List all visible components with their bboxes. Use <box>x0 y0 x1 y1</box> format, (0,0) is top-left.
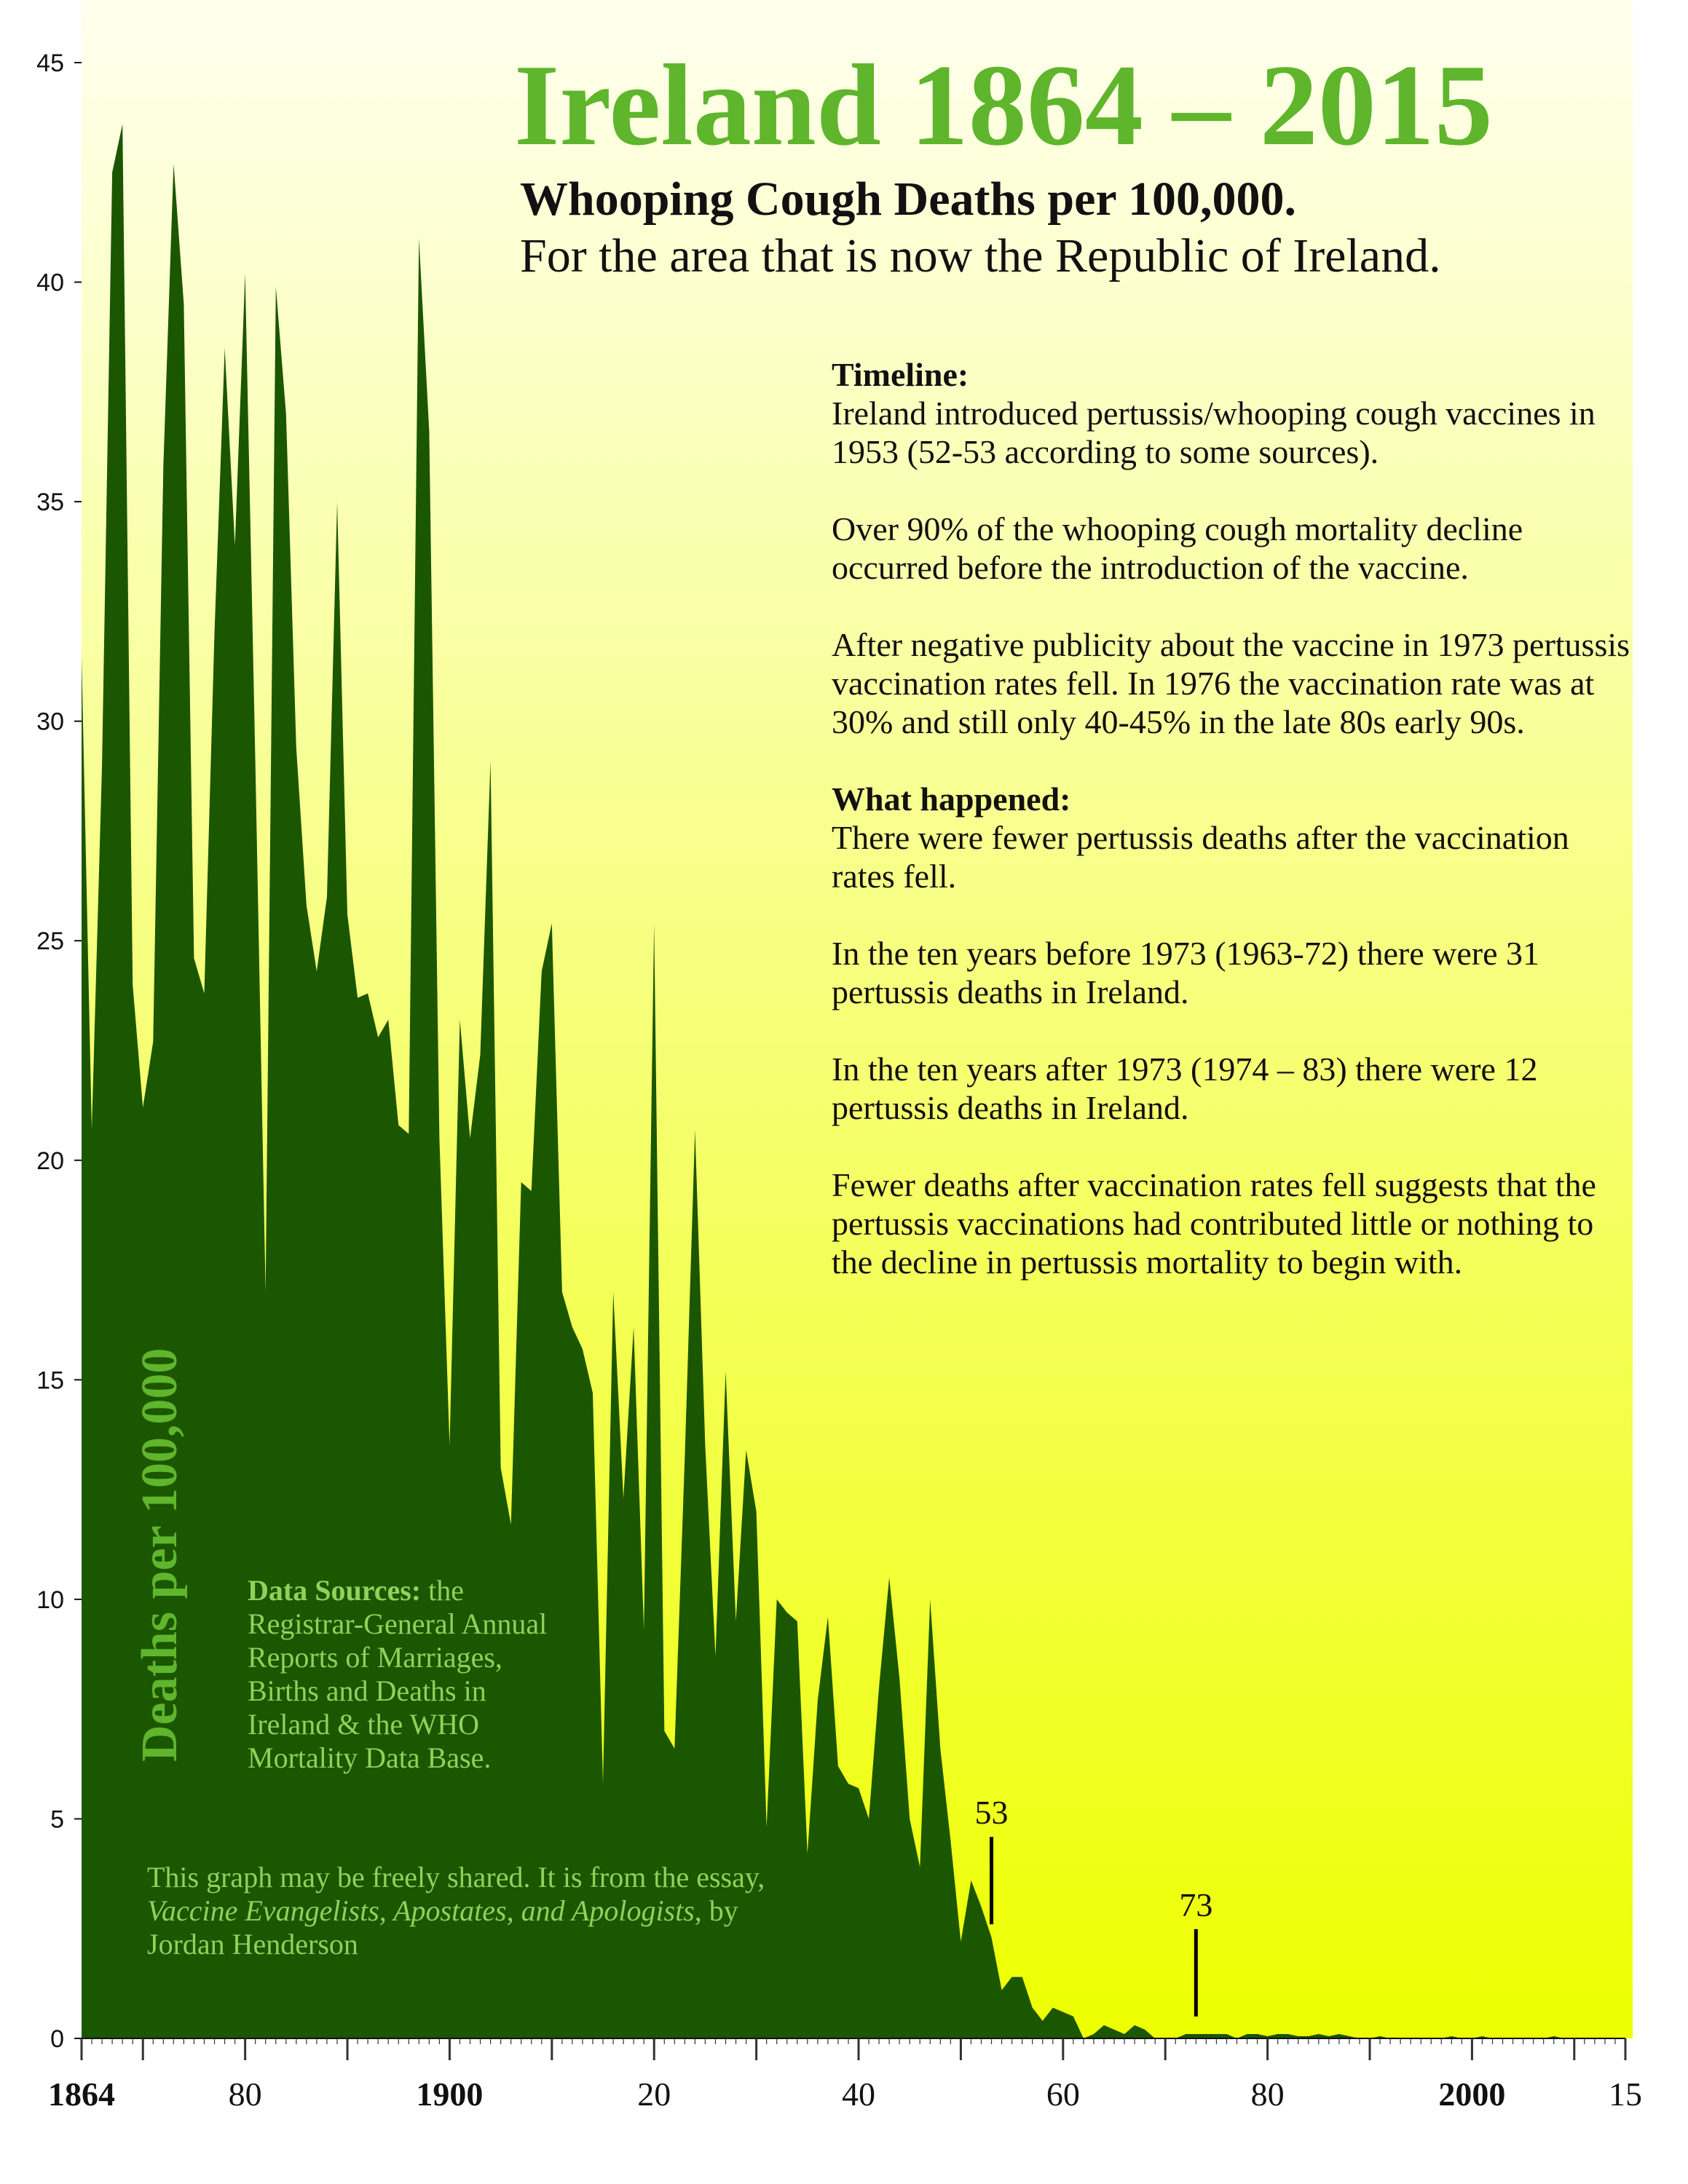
x-tick-label: 1864 <box>48 2076 115 2113</box>
happened-p1: There were fewer pertussis deaths after the vaccination rates fell. <box>832 819 1569 895</box>
y-tick-label: 0 <box>50 2025 64 2053</box>
share-note <box>147 1861 802 1961</box>
share-post: , by Jordan Henderson <box>147 1894 738 1961</box>
annotation-label: 73 <box>1179 1886 1213 1923</box>
timeline-p1: Ireland introduced pertussis/whooping cough vaccines in 1953 (52-53 according to some sources). <box>832 395 1596 470</box>
data-sources-label: Data Sources: <box>248 1574 422 1607</box>
x-tick-label: 40 <box>842 2076 876 2113</box>
happened-p3: In the ten years after 1973 (1974 – 83) there were 12 pertussis deaths in Ireland. <box>832 1051 1538 1126</box>
y-tick-label: 30 <box>36 708 64 736</box>
y-tick-label: 25 <box>36 927 64 956</box>
chart-subtitle-area: For the area that is now the Republic of Ireland. <box>520 229 1441 282</box>
x-tick-label: 20 <box>637 2076 671 2113</box>
y-tick-label: 40 <box>36 269 64 297</box>
y-tick-label: 5 <box>50 1805 64 1834</box>
x-tick-label: 80 <box>228 2076 262 2113</box>
happened-heading: What happened: <box>832 780 1071 818</box>
timeline-text <box>832 355 1640 1320</box>
y-tick-label: 15 <box>36 1366 64 1395</box>
x-tick-label: 1900 <box>416 2076 484 2113</box>
annotation-label: 53 <box>974 1794 1009 1832</box>
share-pre: This graph may be freely shared. It is from the essay, <box>147 1861 765 1894</box>
y-axis <box>36 50 82 2053</box>
y-axis-label: Deaths per 100,000 <box>132 1348 188 1762</box>
y-tick-label: 45 <box>36 50 64 77</box>
x-axis <box>48 2038 1642 2113</box>
y-tick-label: 20 <box>36 1147 64 1175</box>
happened-p4: Fewer deaths after vaccination rates fell suggests that the pertussis vaccinations had contributed little or nothing to the decline in pertussis mortality to begin with. <box>832 1166 1596 1281</box>
y-tick-label: 35 <box>36 488 64 517</box>
timeline-heading: Timeline: <box>832 356 969 393</box>
share-essay: Vaccine Evangelists, Apostates, and Apologists <box>147 1894 695 1927</box>
timeline-p2: Over 90% of the whooping cough mortality decline occurred before the introduction of the vaccine. <box>832 510 1523 586</box>
y-tick-label: 10 <box>36 1586 64 1614</box>
happened-p2: In the ten years before 1973 (1963-72) there were 31 pertussis deaths in Ireland. <box>832 935 1539 1010</box>
timeline-p3: After negative publicity about the vaccine in 1973 pertussis vaccination rates fell. In 1976 the vaccination rate was at 30% and still only 40-45% in the late 80s early 90s. <box>832 626 1630 740</box>
data-sources-text: the Registrar-General Annual Reports of Marriages, Births and Deaths in Ireland & the WHO Mortality Data Base. <box>248 1574 548 1774</box>
x-tick-label: 15 <box>1609 2076 1642 2113</box>
x-tick-label: 60 <box>1046 2076 1080 2113</box>
x-tick-label: 80 <box>1250 2076 1285 2113</box>
data-sources <box>248 1574 568 1775</box>
x-tick-label: 2000 <box>1438 2076 1506 2113</box>
chart-title: Ireland 1864 – 2015 <box>514 40 1493 170</box>
chart-subtitle: Whooping Cough Deaths per 100,000. <box>520 173 1296 226</box>
